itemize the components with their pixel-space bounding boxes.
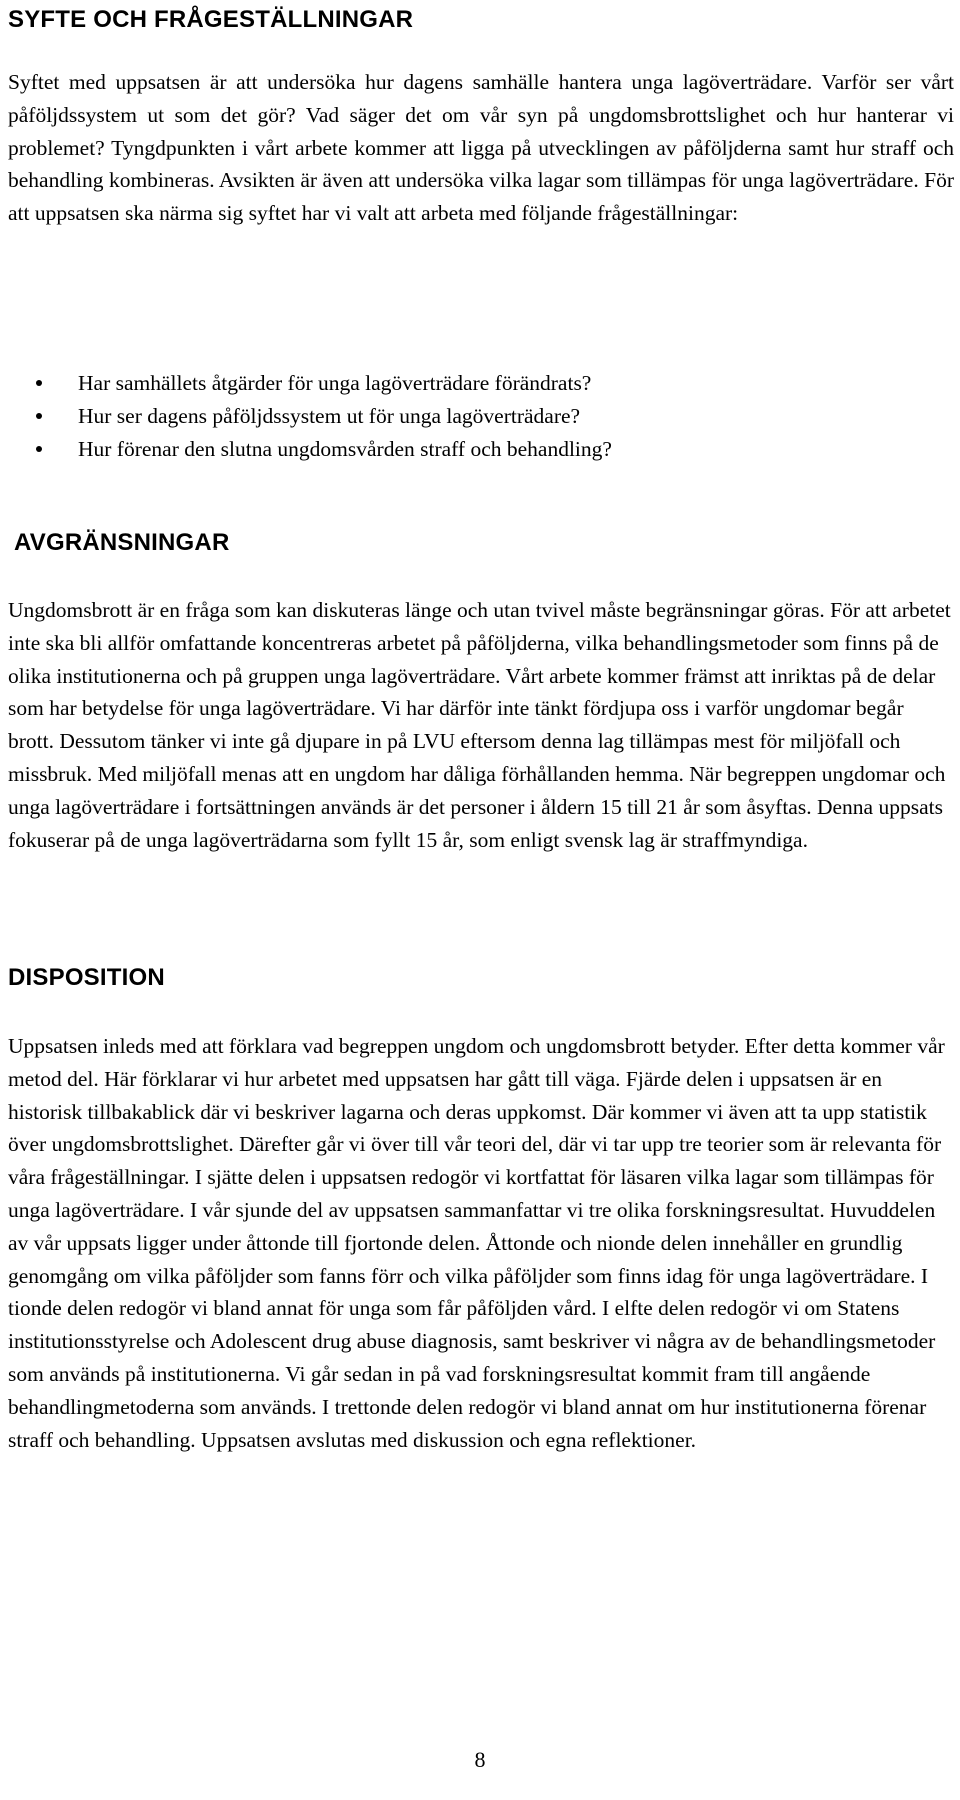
question-text: Hur ser dagens påföljdssystem ut för unga lagöverträdare? — [78, 403, 581, 428]
paragraph-avgransningar: Ungdomsbrott är en fråga som kan diskuteras länge och utan tvivel måste begränsningar göras. För att arbetet inte ska bli allför omfattande koncentreras arbetet på påföljderna, vilka behandlingsmetoder som finns på de olika institutionerna och på gruppen unga lagöverträdare. Vårt arbete kommer främst att inriktas på de delar som har betydelse för unga lagöverträdare. Vi har därför inte tänkt fördjupa oss i varför ungdomar begår brott. Dessutom tänker vi inte gå djupare in på LVU eftersom denna lag tillämpas mest för miljöfall och missbruk. Med miljöfall menas att en ungdom har dåliga förhållanden hemma. När begreppen ungdomar och unga lagöverträdare i fortsättningen används är det personer i åldern 15 till 21 år som åsyftas. Denna uppsats fokuserar på de unga lagöverträdarna som fyllt 15 år, som enligt svensk lag är straffmyndiga. — [8, 598, 951, 852]
section-heading-avgransningar: AVGRÄNSNINGAR — [14, 529, 230, 556]
question-text: Hur förenar den slutna ungdomsvården straff och behandling? — [78, 436, 612, 461]
question-list — [0, 367, 900, 465]
bullet-icon — [36, 413, 42, 419]
paragraph-syfte: Syftet med uppsatsen är att undersöka hur dagens samhälle hantera unga lagöverträdare. Varför ser vårt påföljdssystem ut som det gör? Vad säger det om vår syn på ungdomsbrottslighet och hur hanterar vi problemet? Tyngdpunkten i vårt arbete kommer att ligga på utvecklingen av påföljderna samt hur straff och behandling kombineras. Avsikten är även att undersöka vilka lagar som tillämpas för unga lagöverträdare. För att uppsatsen ska närma sig syftet har vi valt att arbeta med följande frågeställningar: — [8, 70, 954, 226]
section-heading-disposition: DISPOSITION — [8, 964, 165, 991]
list-item — [0, 433, 900, 466]
bullet-icon — [36, 380, 42, 386]
list-item — [0, 400, 900, 433]
section-heading-syfte: SYFTE OCH FRÅGESTÄLLNINGAR — [8, 6, 414, 33]
list-item — [0, 367, 900, 400]
paragraph-disposition: Uppsatsen inleds med att förklara vad begreppen ungdom och ungdomsbrott betyder. Efter detta kommer vår metod del. Här förklarar vi hur arbetet med uppsatsen har gått till väga. Fjärde delen i uppsatsen är en historisk tillbakablick där vi beskriver lagarna och deras uppkomst. Där kommer vi även att ta upp statistik över ungdomsbrottslighet. Därefter går vi över till vår teori del, där vi tar upp tre teorier som är relevanta för våra frågeställningar. I sjätte delen i uppsatsen redogör vi kortfattat för läsaren vilka lagar som tillämpas för unga lagöverträdare. I vår sjunde del av uppsatsen sammanfattar vi tre olika forskningsresultat. Huvuddelen av vår uppsats ligger under åttonde till fjortonde delen. Åttonde och nionde delen innehåller en grundlig genomgång om vilka påföljder som fanns förr och vilka påföljder som finns idag för unga lagöverträdare. I tionde delen redogör vi bland annat för unga som får påföljden vård. I elfte delen redogör vi om Statens institutionsstyrelse och Adolescent drug abuse diagnosis, samt beskriver vi några av de behandlingsmetoder som används på institutionerna. Vi går sedan in på vad forskningsresultat kommit fram till angående behandlingmetoderna som används. I trettonde delen redogör vi bland annat om hur institutionerna förenar straff och behandling. Uppsatsen avslutas med diskussion och egna reflektioner. — [8, 1034, 945, 1452]
question-text: Har samhällets åtgärder för unga lagöverträdare förändrats? — [78, 371, 592, 395]
bullet-icon — [36, 446, 42, 452]
page-number: 8 — [474, 1747, 486, 1772]
